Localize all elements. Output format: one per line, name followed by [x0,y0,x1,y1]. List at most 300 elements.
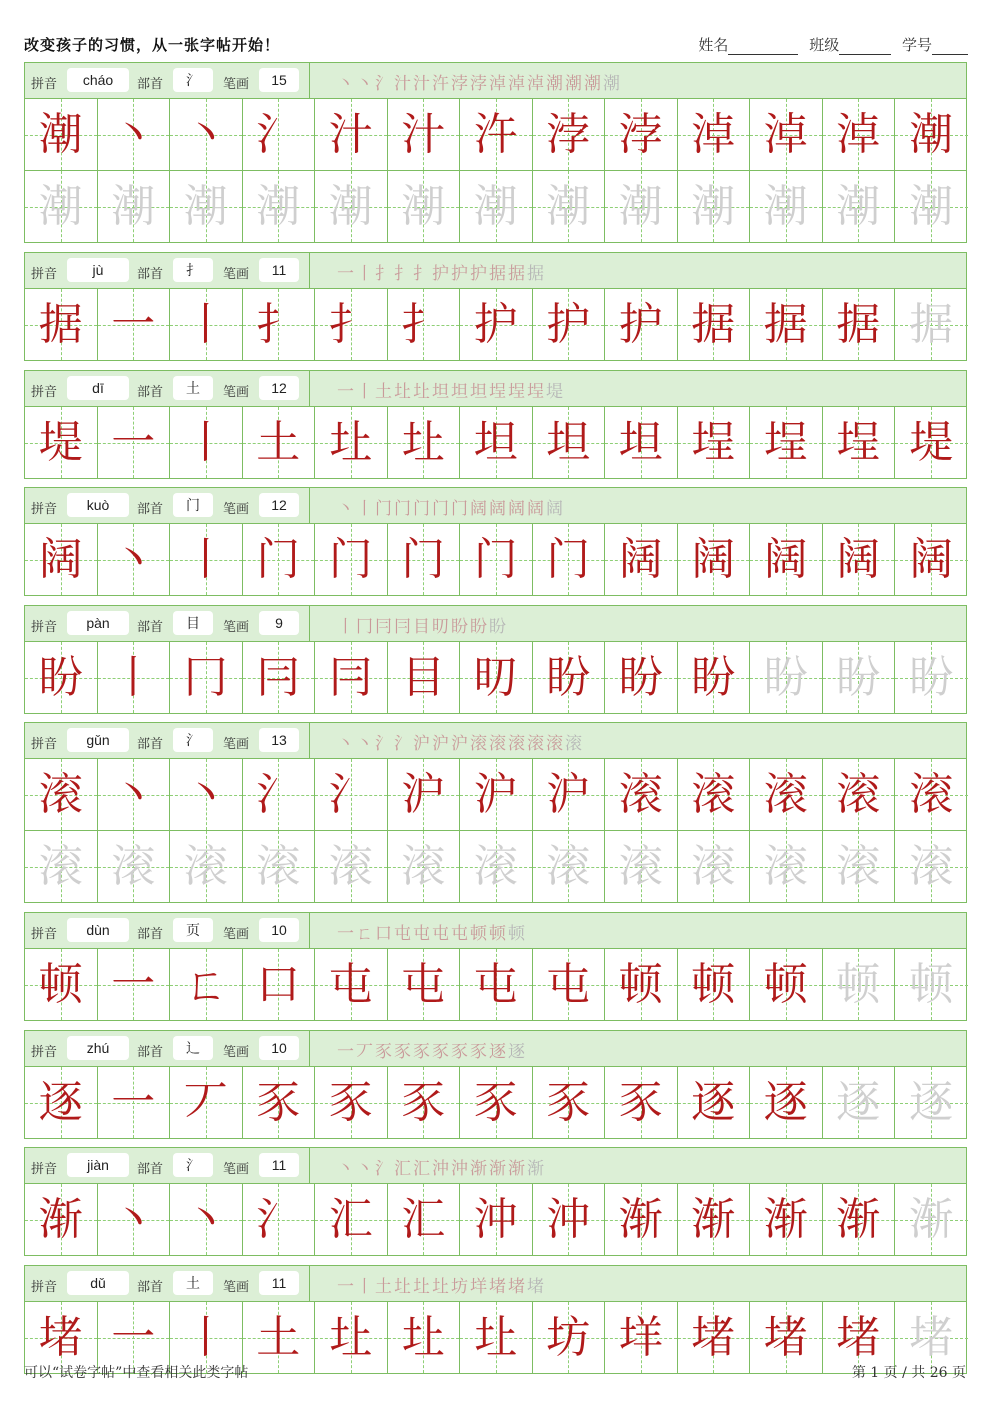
practice-cell[interactable] [315,171,388,242]
practice-cell[interactable] [605,642,678,713]
practice-cell[interactable] [98,1184,171,1255]
cell-char: 盼 [909,652,954,703]
strokes-label: 笔画 [223,927,250,942]
practice-cell[interactable] [315,99,388,170]
cell-char: 滚 [38,841,83,892]
practice-cell[interactable] [170,949,243,1020]
cell-char: 阔 [836,534,881,585]
practice-cell[interactable] [315,949,388,1020]
cell-char: 门 [473,534,518,585]
stroke-order-step: 门 [432,499,451,519]
stroke-order-step: 汁 [394,74,413,94]
pinyin-box: dī [67,376,129,400]
practice-cell[interactable] [315,642,388,713]
practice-cell[interactable] [170,171,243,242]
cell-char: 潮 [473,181,518,232]
practice-cell[interactable] [98,949,171,1020]
practice-cell[interactable] [605,949,678,1020]
student-fields [698,34,968,55]
practice-cell[interactable] [895,524,968,595]
practice-cell[interactable] [170,99,243,170]
practice-cell[interactable] [25,524,98,595]
practice-cell[interactable] [388,831,461,902]
practice-cell[interactable] [460,759,533,830]
practice-cell[interactable] [243,99,316,170]
practice-cell[interactable] [750,1302,823,1373]
stroke-order-step: 潮 [584,74,603,94]
practice-cell[interactable] [678,1184,751,1255]
header-divider [309,1266,310,1301]
stroke-order-step: 圵 [432,1277,451,1297]
pinyin-label: 拼音 [31,1045,58,1060]
stroke-order-step: 丨 [356,1277,375,1297]
practice-cell[interactable] [98,524,171,595]
radical-label: 部首 [137,1280,164,1295]
radical-box: 氵 [173,68,213,92]
practice-cell[interactable] [315,289,388,360]
practice-cell[interactable] [170,1067,243,1138]
pinyin-label: 拼音 [31,385,58,400]
practice-cell[interactable] [460,99,533,170]
stroke-order-step: 圵 [394,1277,413,1297]
strokes-box: 11 [259,258,299,282]
practice-cell[interactable] [605,759,678,830]
cell-char: 冃 [328,652,373,703]
char-header [24,722,967,759]
practice-cell[interactable] [823,759,896,830]
practice-cell[interactable] [750,289,823,360]
char-header [24,605,967,642]
practice-cell[interactable] [388,1184,461,1255]
practice-cell[interactable] [388,524,461,595]
practice-cell[interactable] [25,759,98,830]
pinyin-label: 拼音 [31,1280,58,1295]
practice-cell[interactable] [750,171,823,242]
header-divider [309,488,310,523]
practice-cell[interactable] [895,831,968,902]
cell-char: ㄈ [183,959,228,1010]
pinyin-label: 拼音 [31,1162,58,1177]
cell-char: 滚 [763,769,808,820]
practice-cell[interactable] [243,524,316,595]
cell-char: 潮 [909,109,954,160]
practice-grid [24,288,967,361]
cell-char: 滚 [546,841,591,892]
cell-char: 堵 [38,1312,83,1363]
cell-char: 氵 [256,769,301,820]
cell-char: 盼 [836,652,881,703]
practice-cell[interactable] [533,831,606,902]
practice-cell[interactable] [533,99,606,170]
practice-cell[interactable] [823,642,896,713]
practice-cell[interactable] [750,831,823,902]
practice-cell[interactable] [170,642,243,713]
practice-cell[interactable] [98,99,171,170]
stroke-order-step: 扌 [413,264,432,284]
practice-cell[interactable] [895,1184,968,1255]
practice-cell[interactable] [460,1302,533,1373]
practice-cell[interactable] [823,289,896,360]
practice-cell[interactable] [533,1067,606,1138]
pinyin-box: gǔn [67,728,129,752]
cell-char: 坦 [473,417,518,468]
practice-cell[interactable] [315,1184,388,1255]
stroke-order-step: 丶 [337,734,356,754]
practice-cell[interactable] [25,831,98,902]
stroke-order-step: 丨 [356,382,375,402]
practice-cell[interactable] [678,642,751,713]
practice-cell[interactable] [678,407,751,478]
practice-cell[interactable] [678,1067,751,1138]
stroke-order-step: 逐 [508,1042,527,1062]
practice-cell[interactable] [678,524,751,595]
stroke-order-step: 据 [527,264,546,284]
practice-cell[interactable] [170,759,243,830]
practice-cell[interactable] [388,99,461,170]
practice-cell[interactable] [243,759,316,830]
stroke-order-step: 浡 [470,74,489,94]
strokes-box: 13 [259,728,299,752]
practice-cell[interactable] [25,1067,98,1138]
practice-cell[interactable] [823,524,896,595]
cell-char: 堵 [763,1312,808,1363]
cell-char: 口 [256,959,301,1010]
stroke-order-step: 潮 [546,74,565,94]
practice-cell[interactable] [388,289,461,360]
practice-cell[interactable] [533,759,606,830]
practice-cell[interactable] [678,949,751,1020]
practice-cell[interactable] [170,289,243,360]
cell-char: 埕 [836,417,881,468]
practice-cell[interactable] [533,949,606,1020]
practice-cell[interactable] [750,99,823,170]
practice-cell[interactable] [25,1184,98,1255]
practice-cell[interactable] [533,171,606,242]
practice-cell[interactable] [460,1067,533,1138]
pinyin-box: pàn [67,611,129,635]
id-blank[interactable] [932,39,968,55]
practice-cell[interactable] [823,831,896,902]
stroke-order-step: 顿 [508,924,527,944]
practice-cell[interactable] [98,171,171,242]
practice-cell[interactable] [823,171,896,242]
practice-cell[interactable] [750,407,823,478]
cell-char: 豕 [401,1077,446,1128]
practice-cell[interactable] [243,642,316,713]
practice-cell[interactable] [388,949,461,1020]
practice-cell[interactable] [98,407,171,478]
practice-cell[interactable] [388,1302,461,1373]
practice-cell[interactable] [460,642,533,713]
practice-cell[interactable] [605,1067,678,1138]
stroke-order [337,729,584,754]
cell-char: 扌 [256,299,301,350]
pinyin-label: 拼音 [31,927,58,942]
practice-cell[interactable] [678,289,751,360]
practice-cell[interactable] [243,407,316,478]
practice-cell[interactable] [388,1067,461,1138]
class-blank[interactable] [839,39,891,55]
practice-cell[interactable] [605,407,678,478]
stroke-order-step: 阔 [527,499,546,519]
practice-cell[interactable] [25,99,98,170]
practice-cell[interactable] [98,289,171,360]
practice-cell[interactable] [533,407,606,478]
cell-char: 土 [256,1312,301,1363]
practice-cell[interactable] [895,99,968,170]
practice-cell[interactable] [170,524,243,595]
stroke-order [337,259,546,284]
practice-cell[interactable] [98,642,171,713]
practice-cell[interactable] [533,1302,606,1373]
radical-label: 部首 [137,737,164,752]
cell-char: 圵 [401,1312,446,1363]
cell-char: 滚 [763,841,808,892]
stroke-order-step: 埕 [489,382,508,402]
stroke-order [337,1272,546,1297]
stroke-order-step: 圵 [394,382,413,402]
practice-cell[interactable] [460,949,533,1020]
cell-char: 据 [836,299,881,350]
char-header [24,1147,967,1184]
stroke-order-step: 滚 [508,734,527,754]
practice-cell[interactable] [678,759,751,830]
practice-cell[interactable] [460,289,533,360]
stroke-order-step: 阔 [470,499,489,519]
stroke-order-step: 盼 [470,617,489,637]
practice-cell[interactable] [678,1302,751,1373]
practice-cell[interactable] [170,831,243,902]
class-label: 班级 [809,36,840,54]
practice-cell[interactable] [750,524,823,595]
cell-char: 丨 [183,1312,228,1363]
practice-grid [24,1183,967,1256]
practice-cell[interactable] [895,171,968,242]
stroke-order-step: 顿 [470,924,489,944]
practice-cell[interactable] [533,1184,606,1255]
stroke-order-step: 垟 [470,1277,489,1297]
stroke-order-step: 屯 [451,924,470,944]
practice-cell[interactable] [605,1302,678,1373]
cell-char: 豕 [546,1077,591,1128]
stroke-order-step: 汇 [394,1159,413,1179]
practice-cell[interactable] [315,407,388,478]
cell-char: 阔 [38,534,83,585]
stroke-order-step: 冃 [394,617,413,637]
practice-cell[interactable] [605,171,678,242]
practice-cell[interactable] [388,759,461,830]
stroke-order-step: 氵 [394,734,413,754]
cell-char: 圵 [328,1312,373,1363]
practice-cell[interactable] [895,407,968,478]
char-header [24,912,967,949]
practice-grid [24,641,967,714]
practice-row [25,98,966,170]
pinyin-box: jiàn [67,1153,129,1177]
practice-cell[interactable] [895,642,968,713]
practice-cell[interactable] [243,831,316,902]
practice-cell[interactable] [750,759,823,830]
practice-cell[interactable] [243,1067,316,1138]
cell-char: 盼 [618,652,663,703]
practice-cell[interactable] [460,524,533,595]
cell-char: 旫 [473,652,518,703]
practice-cell[interactable] [25,171,98,242]
practice-cell[interactable] [25,642,98,713]
practice-cell[interactable] [25,289,98,360]
cell-char: 滚 [909,769,954,820]
cell-char: 门 [546,534,591,585]
cell-char: 逐 [909,1077,954,1128]
cell-char: 潮 [546,181,591,232]
cell-char: 圵 [401,417,446,468]
cell-char: 护 [473,299,518,350]
practice-cell[interactable] [533,524,606,595]
practice-cell[interactable] [823,1184,896,1255]
practice-cell[interactable] [315,1067,388,1138]
radical-box: 页 [173,918,213,942]
name-blank[interactable] [728,39,798,55]
stroke-order-step: 潮 [565,74,584,94]
cell-char: 丨 [111,652,156,703]
header-divider [309,1031,310,1066]
practice-cell[interactable] [460,407,533,478]
practice-cell[interactable] [243,1302,316,1373]
practice-cell[interactable] [98,831,171,902]
stroke-order-step: 门 [413,499,432,519]
practice-cell[interactable] [750,1184,823,1255]
cell-char: 一 [111,299,156,350]
practice-cell[interactable] [315,524,388,595]
pinyin-box: zhú [67,1036,129,1060]
cell-char: 沪 [401,769,446,820]
stroke-order-step: 豕 [394,1042,413,1062]
practice-cell[interactable] [895,289,968,360]
practice-cell[interactable] [750,1067,823,1138]
stroke-order [337,919,527,944]
practice-cell[interactable] [98,1067,171,1138]
cell-char: 潮 [328,181,373,232]
cell-char: 沪 [546,769,591,820]
practice-cell[interactable] [823,949,896,1020]
stroke-order-step: 冃 [375,617,394,637]
practice-cell[interactable] [98,759,171,830]
header-divider [309,723,310,758]
cell-char: 渐 [618,1194,663,1245]
pinyin-box: jù [67,258,129,282]
cell-char: 滚 [256,841,301,892]
practice-cell[interactable] [895,1067,968,1138]
practice-grid [24,948,967,1021]
practice-cell[interactable] [605,289,678,360]
cell-char: 圵 [328,417,373,468]
strokes-box: 15 [259,68,299,92]
practice-cell[interactable] [460,171,533,242]
practice-cell[interactable] [170,407,243,478]
practice-cell[interactable] [750,642,823,713]
cell-char: 屯 [546,959,591,1010]
practice-cell[interactable] [678,171,751,242]
stroke-order-step: 丨 [337,617,356,637]
practice-cell[interactable] [823,99,896,170]
practice-cell[interactable] [388,642,461,713]
practice-cell[interactable] [25,407,98,478]
practice-row [25,523,966,595]
practice-cell[interactable] [388,171,461,242]
cell-char: 据 [691,299,736,350]
practice-cell[interactable] [460,1184,533,1255]
practice-cell[interactable] [605,1184,678,1255]
practice-cell[interactable] [315,1302,388,1373]
cell-char: 丨 [183,417,228,468]
stroke-order-step: 扌 [394,264,413,284]
practice-cell[interactable] [823,407,896,478]
radical-box: 氵 [173,728,213,752]
practice-cell[interactable] [533,642,606,713]
practice-cell[interactable] [895,759,968,830]
practice-cell[interactable] [605,99,678,170]
practice-cell[interactable] [170,1184,243,1255]
practice-cell[interactable] [895,949,968,1020]
cell-char: 坊 [546,1312,591,1363]
practice-cell[interactable] [605,524,678,595]
stroke-order-step: 浡 [451,74,470,94]
practice-grid [24,1066,967,1139]
practice-cell[interactable] [243,949,316,1020]
strokes-label: 笔画 [223,737,250,752]
stroke-order-step: 一 [337,264,356,284]
stroke-order-step: 丶 [356,1159,375,1179]
stroke-order [337,494,565,519]
cell-char: 浡 [546,109,591,160]
practice-cell[interactable] [315,759,388,830]
cell-char: 汇 [328,1194,373,1245]
cell-char: 堤 [909,417,954,468]
cell-char: 淖 [691,109,736,160]
practice-cell[interactable] [678,831,751,902]
practice-cell[interactable] [243,1184,316,1255]
cell-char: 滚 [183,841,228,892]
practice-cell[interactable] [315,831,388,902]
practice-cell[interactable] [25,949,98,1020]
header-divider [309,1148,310,1183]
practice-cell[interactable] [533,289,606,360]
cell-char: 丶 [111,1194,156,1245]
practice-cell[interactable] [678,99,751,170]
cell-char: 氵 [256,1194,301,1245]
stroke-order-step: 门 [451,499,470,519]
practice-cell[interactable] [605,831,678,902]
header-divider [309,913,310,948]
cell-char: 一 [111,1312,156,1363]
radical-box: 氵 [173,1153,213,1177]
practice-cell[interactable] [750,949,823,1020]
stroke-order-step: 盼 [451,617,470,637]
practice-cell[interactable] [460,831,533,902]
cell-char: 顿 [618,959,663,1010]
practice-cell[interactable] [823,1067,896,1138]
stroke-order-step: 盼 [489,617,508,637]
practice-cell[interactable] [243,171,316,242]
cell-char: 护 [546,299,591,350]
cell-char: 目 [401,652,446,703]
practice-cell[interactable] [243,289,316,360]
stroke-order-step: 土 [375,382,394,402]
stroke-order-step: 滚 [527,734,546,754]
footer-note: 可以“试卷字帖”中查看相关此类字帖 [24,1365,249,1381]
cell-char: 坦 [546,417,591,468]
practice-cell[interactable] [388,407,461,478]
